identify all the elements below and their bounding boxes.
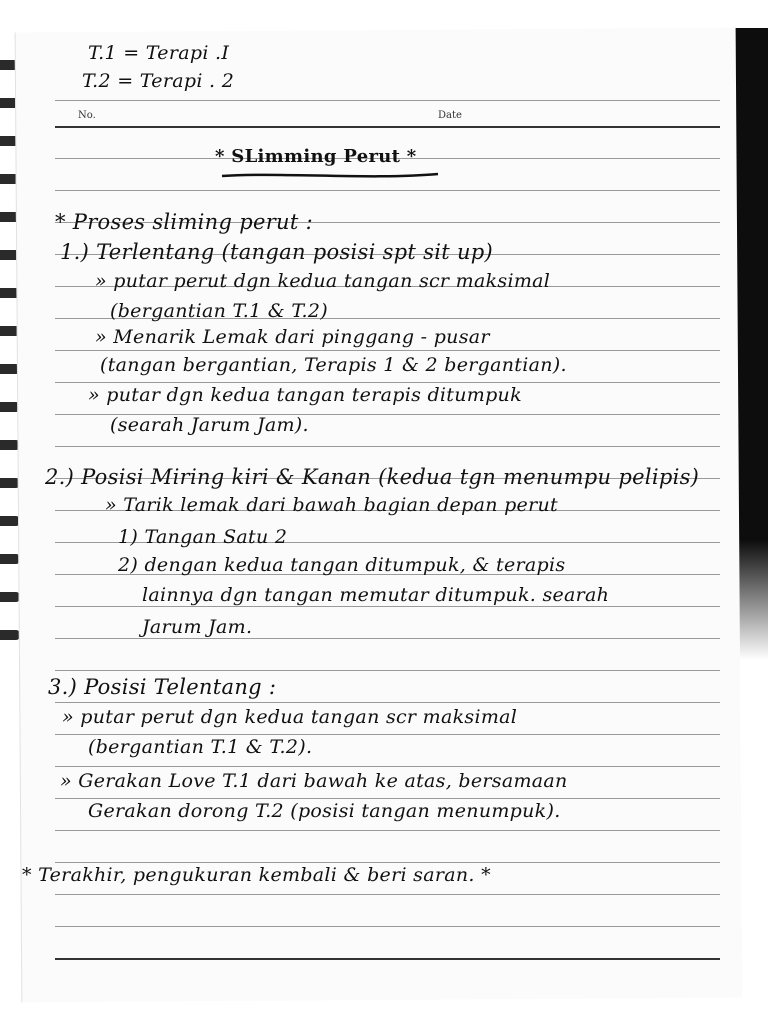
legend-line: T.2 = Terapi . 2 bbox=[82, 70, 235, 92]
step-instruction: (bergantian T.1 & T.2) bbox=[110, 300, 328, 322]
step-instruction: » putar dgn kedua tangan terapis ditumpuk bbox=[88, 384, 522, 406]
ruled-line bbox=[55, 766, 720, 767]
step-instruction: 2) dengan kedua tangan ditumpuk, & terapis bbox=[118, 554, 566, 576]
no-label: No. bbox=[78, 110, 96, 121]
step-instruction: » putar perut dgn kedua tangan scr maksimal bbox=[62, 706, 518, 728]
legend-line: T.1 = Terapi .I bbox=[88, 42, 230, 64]
step-heading: 3.) Posisi Telentang : bbox=[48, 675, 277, 699]
step-instruction: (searah Jarum Jam). bbox=[110, 414, 309, 436]
ruled-line bbox=[55, 446, 720, 447]
title-underline bbox=[220, 170, 440, 180]
ruled-line bbox=[55, 670, 720, 671]
header-rule bbox=[55, 126, 720, 128]
ruled-line bbox=[55, 926, 720, 927]
ruled-line bbox=[55, 702, 720, 703]
step-heading: 2.) Posisi Miring kiri & Kanan (kedua tgn menumpu pelipis) bbox=[45, 465, 700, 489]
step-instruction: lainnya dgn tangan memutar ditumpuk. searah bbox=[142, 584, 610, 606]
step-instruction: Gerakan dorong T.2 (posisi tangan menumpuk). bbox=[88, 800, 561, 822]
section-heading: * Proses sliming perut : bbox=[55, 210, 313, 234]
step-instruction: » putar perut dgn kedua tangan scr maksimal bbox=[95, 270, 551, 292]
ruled-line bbox=[55, 830, 720, 831]
ruled-line bbox=[55, 798, 720, 799]
ruled-line bbox=[55, 606, 720, 607]
ruled-line bbox=[55, 734, 720, 735]
ruled-line bbox=[55, 190, 720, 191]
step-instruction: (bergantian T.1 & T.2). bbox=[88, 736, 313, 758]
bottom-rule bbox=[55, 958, 720, 960]
closing-note: * Terakhir, pengukuran kembali & beri saran. * bbox=[22, 864, 491, 886]
date-label: Date bbox=[438, 110, 462, 121]
step-instruction: Jarum Jam. bbox=[142, 616, 253, 638]
step-instruction: » Gerakan Love T.1 dari bawah ke atas, bersamaan bbox=[60, 770, 568, 792]
ruled-line bbox=[55, 894, 720, 895]
ruled-line bbox=[55, 382, 720, 383]
page-title: * SLimming Perut * bbox=[215, 146, 417, 167]
ruled-line bbox=[55, 350, 720, 351]
ruled-line bbox=[55, 638, 720, 639]
step-heading: 1.) Terlentang (tangan posisi spt sit up) bbox=[60, 240, 494, 264]
step-instruction: » Menarik Lemak dari pinggang - pusar bbox=[95, 326, 490, 348]
ruled-line bbox=[55, 100, 720, 101]
ruled-line bbox=[55, 862, 720, 863]
step-instruction: (tangan bergantian, Terapis 1 & 2 bergantian). bbox=[100, 354, 567, 376]
step-instruction: 1) Tangan Satu 2 bbox=[118, 526, 288, 548]
step-instruction: » Tarik lemak dari bawah bagian depan perut bbox=[105, 494, 558, 516]
